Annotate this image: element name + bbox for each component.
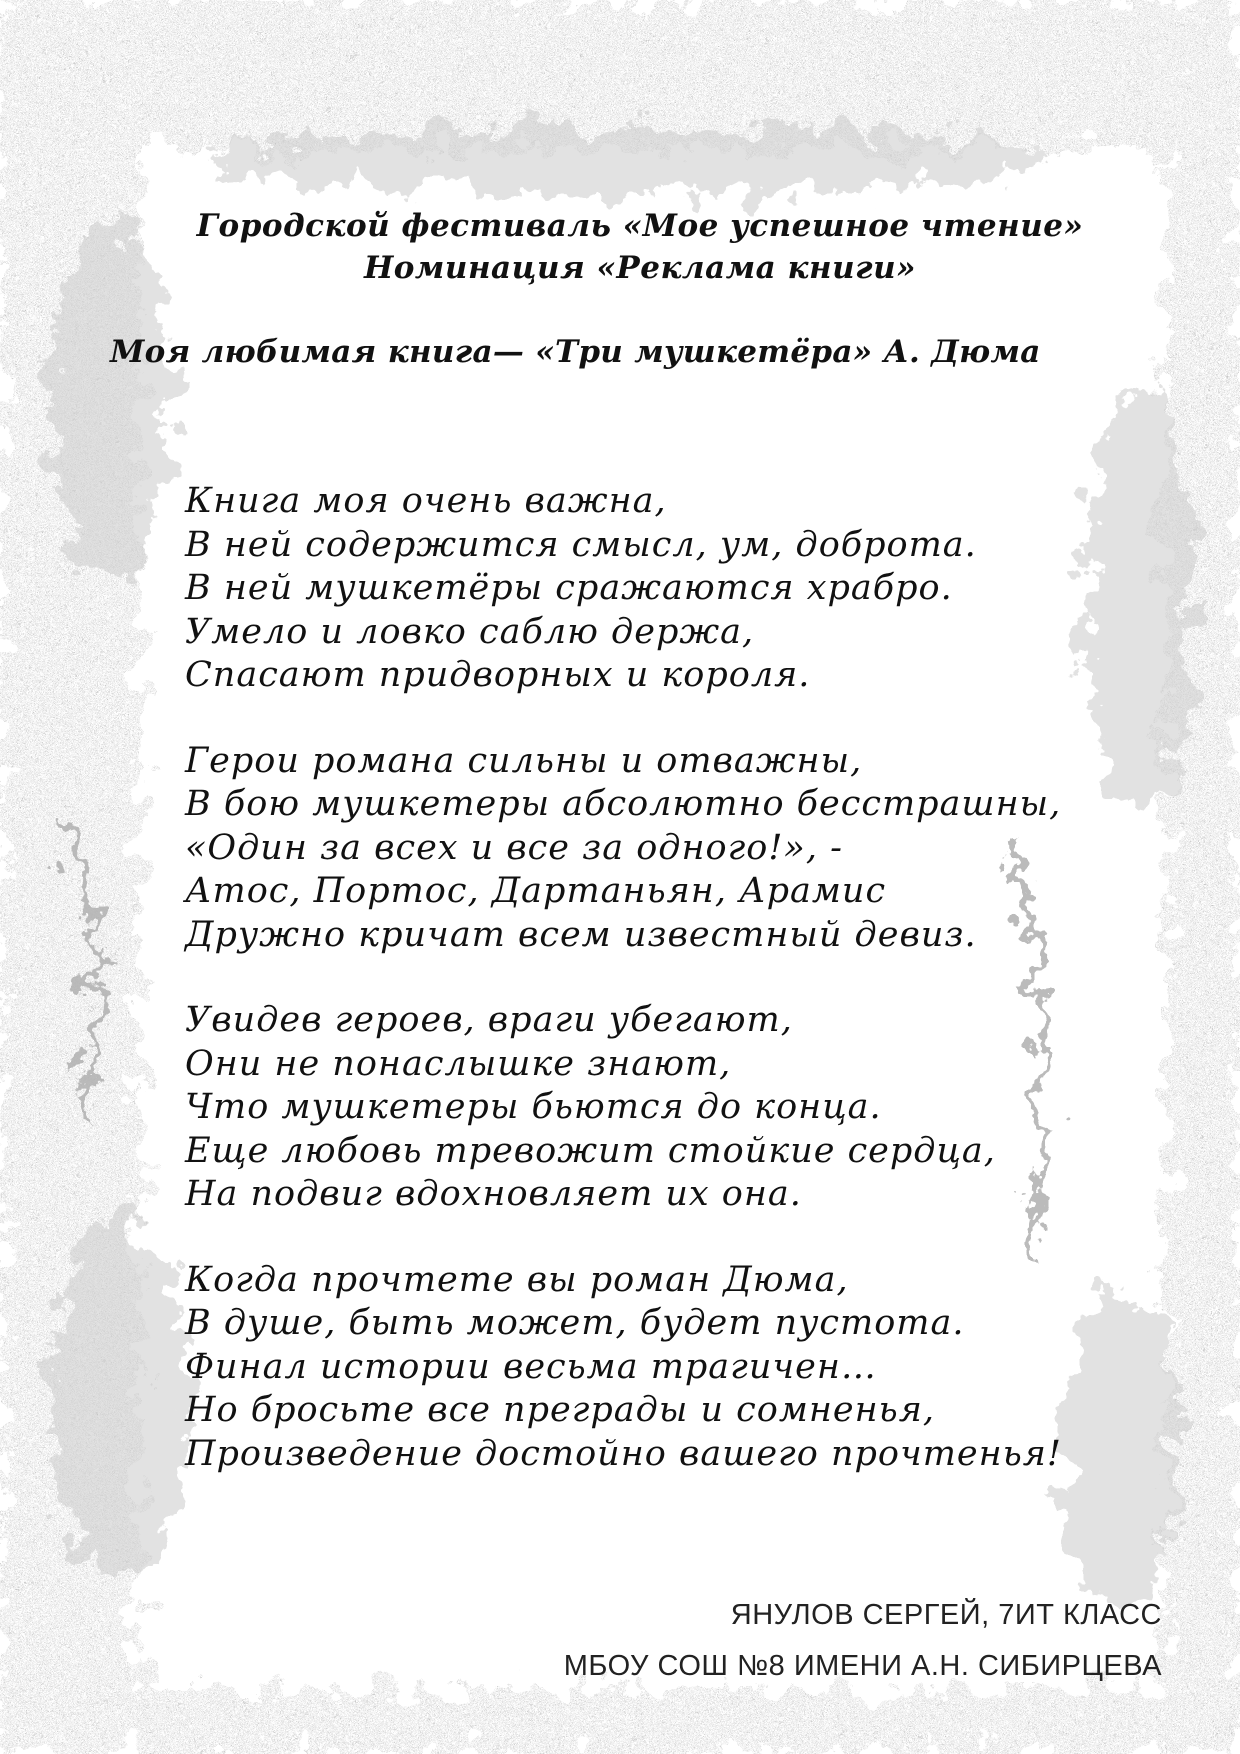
- verse-line: На подвиг вдохновляет их она.: [185, 1174, 802, 1214]
- verse-line: В бою мушкетеры абсолютно бесстрашны,: [185, 784, 1062, 824]
- verse-line: Дружно кричат всем известный девиз.: [185, 914, 977, 955]
- stanza-3: [185, 999, 1205, 1217]
- verse-line: Финал истории весьма трагичен…: [185, 1346, 877, 1387]
- nomination-title: Номинация «Реклама книги»: [363, 250, 917, 286]
- verse-line: Произведение достойно вашего прочтенья!: [185, 1433, 1062, 1474]
- verse-line: Но бросьте все преграды и сомненья,: [185, 1390, 936, 1430]
- author-signature: [564, 1590, 1162, 1692]
- poem: [185, 480, 1205, 1518]
- verse-line: Герои романа сильны и отважны,: [185, 740, 863, 781]
- verse-line: Еще любовь тревожит стойкие сердца,: [185, 1130, 996, 1171]
- verse-line: Атос, Портос, Дартаньян, Арамис: [185, 871, 887, 911]
- verse-line: «Один за всех и все за одного!», -: [185, 827, 843, 868]
- stanza-4: [185, 1259, 1205, 1477]
- festival-title: Городской фестиваль «Мое успешное чтение»: [196, 208, 1084, 244]
- verse-line: Когда прочтете вы роман Дюма,: [185, 1259, 849, 1300]
- verse-line: Спасают придворных и короля.: [185, 655, 811, 695]
- verse-line: В ней мушкетёры сражаются храбро.: [185, 568, 953, 608]
- verse-line: Что мушкетеры бьются до конца.: [185, 1087, 882, 1127]
- favorite-book-title: Моя любимая книга— «Три мушкетёра» А. Дюма: [110, 334, 1041, 370]
- stanza-1: [185, 480, 1205, 698]
- verse-line: В душе, быть может, будет пустота.: [185, 1303, 965, 1343]
- verse-line: Они не понаслышке знают,: [185, 1043, 732, 1084]
- verse-line: Увидев героев, враги убегают,: [185, 1000, 793, 1040]
- author-school: МБОУ СОШ №8 ИМЕНИ А.Н. СИБИРЦЕВА: [563, 1650, 1162, 1682]
- festival-header: [100, 205, 1180, 289]
- verse-line: В ней содержится смысл, ум, доброта.: [185, 524, 977, 565]
- author-name: ЯНУЛОВ СЕРГЕЙ, 7ИТ КЛАСС: [730, 1599, 1162, 1631]
- verse-line: Книга моя очень важна,: [185, 481, 667, 521]
- verse-line: Умело и ловко саблю держа,: [185, 611, 755, 652]
- stanza-2: [185, 740, 1205, 958]
